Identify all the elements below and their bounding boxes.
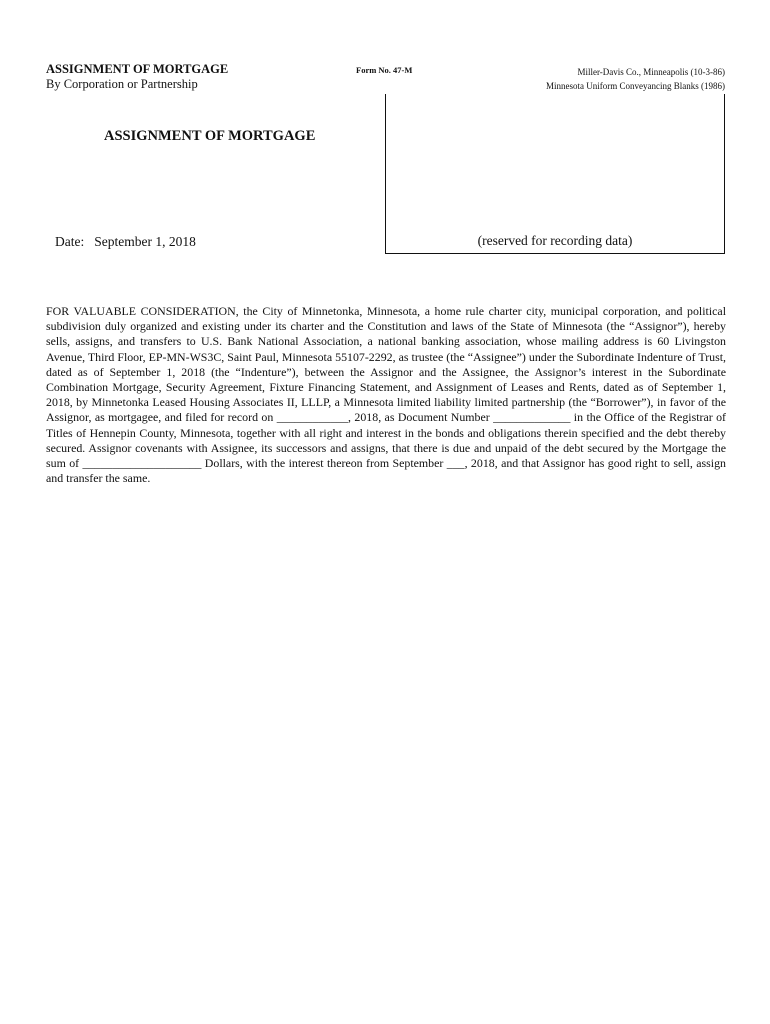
- recording-data-label: (reserved for recording data): [477, 233, 633, 248]
- publisher-line: Miller-Davis Co., Minneapolis (10-3-86): [577, 67, 725, 77]
- document-title: ASSIGNMENT OF MORTGAGE: [104, 128, 316, 144]
- date-value: September 1, 2018: [94, 234, 196, 249]
- form-subtitle: By Corporation or Partnership: [46, 77, 198, 91]
- form-header-left: [46, 62, 228, 92]
- recording-data-box: [385, 94, 725, 254]
- blank-series-line: Minnesota Uniform Conveyancing Blanks (1986): [546, 81, 725, 91]
- form-number: Form No. 47-M: [356, 65, 413, 75]
- date-label: Date:: [55, 234, 85, 249]
- form-title: ASSIGNMENT OF MORTGAGE: [46, 62, 229, 76]
- form-header-right: [546, 65, 725, 93]
- date-line: [55, 234, 196, 250]
- assignment-body-paragraph: FOR VALUABLE CONSIDERATION, the City of Minnetonka, Minnesota, a home rule charter city, municipal corporation, and political subdivision duly organized and existing under its charter and the Constitution and laws of the State of Minnesota (the “Assignor”), hereby sells, assigns, and transfers to U.S. Bank National Association, a national banking association, whose mailing address is 60 Livingston Avenue, Third Floor, EP-MN-WS3C, Saint Paul, Minnesota 55107-2292, as trustee (the “Assignee”) under the Subordinate Indenture of Trust, dated as of September 1, 2018 (the “Indenture”), between the Assignor and the Assignee, the Assignor’s interest in the Subordinate Combination Mortgage, Security Agreement, Fixture Financing Statement, and Assignment of Leases and Rents, dated as of September 1, 2018, by Minnetonka Leased Housing Associates II, LLLP, a Minnesota limited liability limited partnership (the “Borrower”), in favor of the Assignor, as mortgagee, and filed for record on ____________, 2018, as Document Number _____________ in the Office of the Registrar of Titles of Hennepin County, Minnesota, together with all right and interest in the bonds and obligations therein specified and the debt thereby secured. Assignor covenants with Assignee, its successors and assigns, that there is due and unpaid of the debt secured by the Mortgage the sum of ____________________ Dollars, with the interest thereon from September ___, 2018, and that Assignor has good right to sell, assign and transfer the same.: [46, 304, 726, 486]
